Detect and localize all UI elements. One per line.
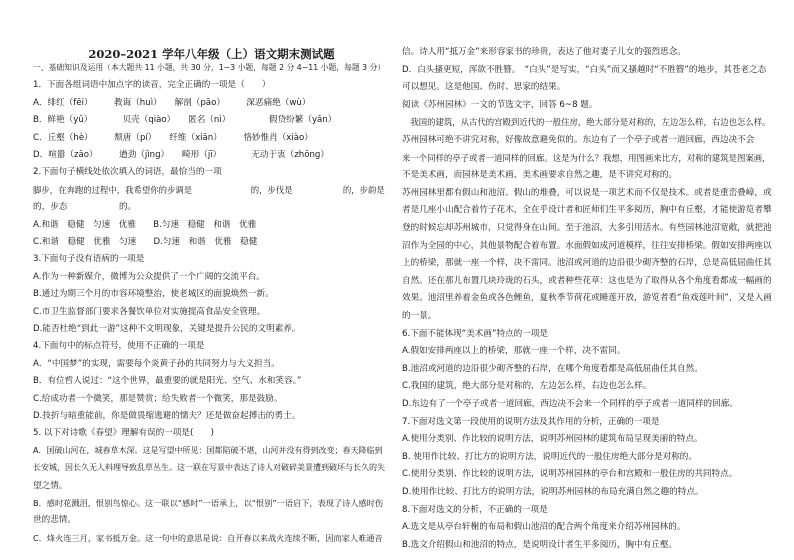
text-line: A.假如安排两座以上的桥梁，那就一座一个样，决不雷同。 [402, 346, 626, 357]
text-line: 我国的建筑，从古代的宫殿到近代的一般住房，绝大部分是对称的，左边怎么样，右边也怎么样。 [402, 117, 771, 128]
text-line: D.技折与暗重能前，你是做畏缩逃避的懦夫？还是做奋起搏击的勇士。 [33, 411, 301, 421]
text-line: A.选文是从亭台轩榭的布局和假山池沼的配合两个角度来介绍苏州园林的。 [402, 522, 686, 533]
text-line: 一、基础知识及运用（本大题共 11 小题，共 30 分，1~3 小题，每题 2 分 4~11 小题，每题 3 分） [33, 63, 386, 72]
text-line: 6.下面不能体现“美术画”特点的一项是 [402, 328, 549, 339]
text-line: A．“中国梦”的实现，需要每个炎黄子孙的共同努力与大义担当。 [33, 358, 280, 369]
text-line: 7.下面对选文第一段使用的说明方法及其作用的分析，正确的一项是 [402, 416, 660, 427]
text-line: 不是美术画，而园林是美术画，美术画要求自然之趣，是不讲究对称的。 [402, 170, 678, 181]
text-line: 2.下面句子横线处依次填入的词语，最恰当的一项 [33, 167, 222, 178]
text-line: B．鲜艳（yǔ） 贝壳（qiào） 匿名（nì） 假贷纷繁（yǎn） [33, 115, 337, 126]
page-title: 2020–2021 学年八年级（上）语文期末测试题 [88, 47, 335, 61]
text-line: C.给成功者一个微笑，那是赞赏；给失败者一个微笑，那是鼓励。 [33, 393, 283, 404]
text-line: A．国破山河在，城春草木深。这是写望中所见：国都陷破不堪，山河并没有得到改变；春天降临到 [33, 445, 383, 455]
text-line: A.作为一种新媒介，微博为公众提供了一个广阔的交流平台。 [33, 271, 265, 282]
text-line: 效果。池沼里养着金鱼或各色鲤鱼，夏秋季节荷花或睡莲开放，游览者看“鱼戏莲叶间”，又是入画 [402, 293, 772, 304]
text-line: 长安城，因长久无人料理导致乱草丛生。这一联在写景中表达了诗人对破碎美景遭到破坏与长久的失 [33, 463, 385, 473]
text-line: D.东边有了一个亭子或者一道回廊，西边决不会来一个同样的亭子或者一道同样的回廊。 [402, 399, 738, 409]
text-line: B．感时花溅泪，恨别鸟惊心。这一联以“感时”一语承上，以“恨别”一语启下，表现了诗人感时伤 [33, 498, 384, 508]
text-line: 世的悲情。 [33, 515, 76, 526]
text-line: C.和谐 稳健 优雅 匀速 D.匀速 和谐 优雅 稳健 [33, 237, 258, 247]
text-line: 3.下面句子没有语病的一项是 [33, 254, 145, 265]
text-line: 信。诗人用“抵万金”来形容家书的珍贵，表达了他对妻子儿女的强烈思念。 [402, 47, 686, 57]
text-line: A.和谐 稳健 匀速 优雅 B.匀速 稳健 和谐 优雅 [33, 219, 257, 230]
text-line: 上的桥梁，那就一座一个样，决不雷同。池沼或河道的边沿很少砌齐整的石岸，总是高低屈曲任其 [402, 258, 772, 269]
text-line: 8.下面对选文的分析，不正确的一项是 [402, 504, 548, 515]
text-line: 登的时候忘却苏州城市，只觉得身在山间。至于池沼，大多引用活水。有些园林池沼宽敞，就把池 [402, 223, 772, 233]
text-line: B.选文介绍假山和池沼的特点，是说明设计者生平多阅历，胸中有丘壑。 [402, 539, 678, 550]
text-line: 沼作为全园的中心，其他景物配合着布置。水面假如成河道模样，往往安排桥梁。假如安排两座以 [402, 240, 772, 251]
text-line: 4.下面句中的标点符号，使用不正确的一项是 [33, 341, 205, 352]
text-line: 来一个同样的亭子或者一道同样的回廊。这是为什么？我想，用图画来比方，对称的建筑是图案画， [402, 152, 771, 163]
text-line: 脚步，在奔跑的过程中，我希望你的步调是 的，步伐是 的，步韵是 [33, 184, 385, 195]
text-line: B.通过为期三个月的市容环境整治，使老城区的面貌焕然一新。 [33, 289, 274, 300]
text-line: 苏州园林里都有假山和池沼。假山的堆叠，可以说是一项艺术而不仅是技术。或者是重峦叠嶂，或 [402, 187, 772, 198]
text-line: 望之情。 [33, 480, 68, 491]
text-line: C．烽火连三月，家书抵万金。这一句中的意思是说：自开春以来战火连续不断，因而家人难通音 [33, 532, 383, 543]
text-line: C.使用分类别、作比较的说明方法，说明苏州园林的亭台和宫殿和一般住房的共同特点。 [402, 469, 738, 480]
text-line: 的，步态 的。 [33, 202, 137, 213]
text-line: 可以想见。这是他国、伤时、思家的结果。 [402, 82, 566, 93]
text-line: 的一景。 [402, 311, 437, 321]
text-line: B. 使用作比较、打比方的说明方法，说明近代的一般住房绝大部分是对称的。 [402, 451, 697, 462]
text-line: B.池沼或河道的边沿很少砌齐整的石岸，在哪个角度看都是高低屈曲任其自然。 [402, 363, 703, 374]
text-line: 阅读《苏州园林》一文的节选文字，回答 6~8 题。 [402, 99, 598, 110]
text-line: 苏州园林可绝不讲究对称，好像故意避免似的。东边有了一个亭子或者一道回廊，西边决不会 [402, 135, 755, 145]
text-line: D．白头搔更短，浑欲不胜簪。 “白头”是写实，“白头”而又搔越时“不胜簪”的地步，其苍老之态 [402, 64, 767, 75]
text-line: D.能否杜绝“到此一游”这种不文明现象，关键是提升公民的文明素养。 [33, 324, 301, 334]
text-line: B．有位哲人说过：“这个世界，最重要的就是阳光、空气、水和笑容。” [33, 376, 302, 387]
text-line: D.使用作比较、打比方的说明方法，说明苏州园林的布局充满自然之趣的特点。 [402, 487, 704, 497]
text-line: 5. 以下对诗歌《春望》理解有误的一项是( ) [33, 428, 214, 439]
text-line: 1．下面各组词语中加点字的读音，完全正确的一项是（ ） [33, 80, 271, 91]
text-line: A．绯红（fēi） 教诲（huì） 解剖（pāo） 深恶痛绝（wù） [33, 97, 311, 108]
text-line: A.使用分类别、作比较的说明方法，说明苏州园林的建筑布局呈现美丽的特点。 [402, 434, 703, 445]
text-line: D．喧嚣（zāo） 遒劲（jìng） 畸形（jī） 无动于衷（zhōng） [33, 150, 329, 160]
text-line: 者是几座小山配合着竹子花木，全在乎设计者和匠师们生平多阅历，胸中有丘壑，才能使游览者攀 [402, 205, 772, 216]
text-line: C.我国的建筑，绝大部分是对称的，左边怎么样，右边也怎么样。 [402, 381, 652, 392]
text-line: 自然。还在那儿布置几块玲珑的石头，或者种些花草：这也是为了取得从各个角度看都成一幅画的 [402, 275, 772, 286]
text-line: C.市卫生监督部门要求各餐饮单位对实施提高食品安全管理。 [33, 306, 266, 317]
text-line: C．丘壑（hè） 颓唐（pí） 纤维（xiān） 恪妙惟肖（xiào） [33, 132, 313, 143]
